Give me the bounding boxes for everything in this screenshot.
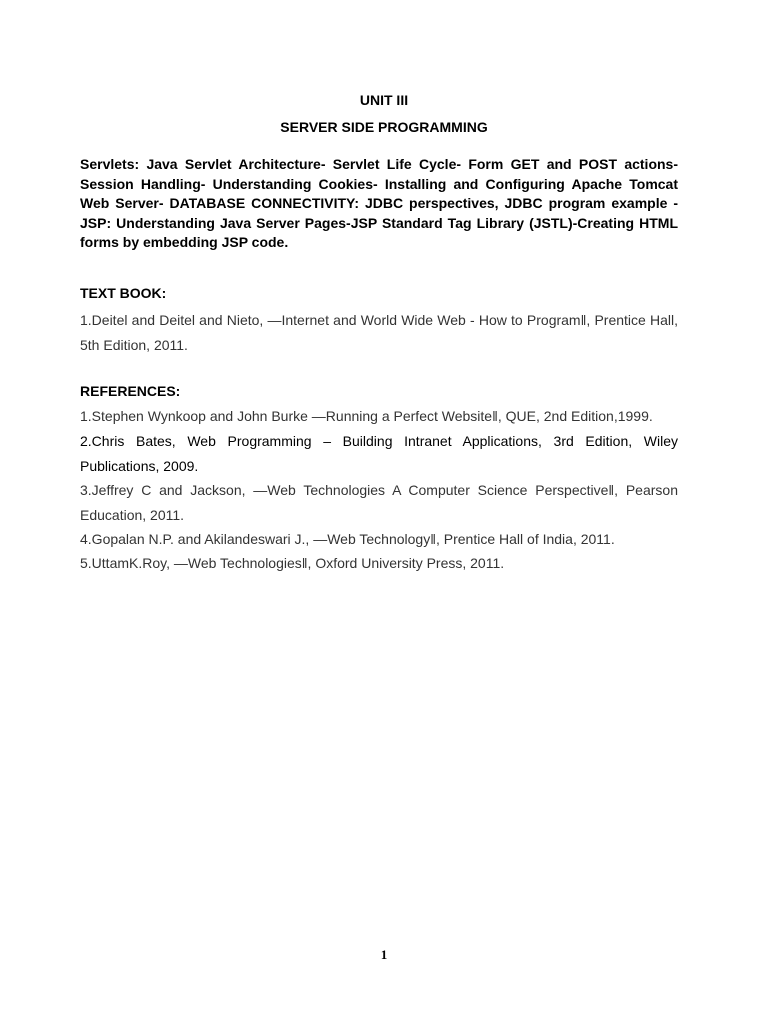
reference-item-2: 2.Chris Bates, Web Programming – Building Intranet Applications, 3rd Edition, Wiley Publications, 2009. xyxy=(80,433,678,474)
reference-item-1: 1.Stephen Wynkoop and John Burke —Running a Perfect Website‖, QUE, 2nd Edition,1999. xyxy=(80,408,653,424)
syllabus-paragraph: Servlets: Java Servlet Architecture- Servlet Life Cycle- Form GET and POST actions- Session Handling- Understanding Cookies- Installing and Configuring Apache Tomcat Web Server- DATABASE CONNECTIVITY: JDBC perspectives, JDBC program example - JSP: Understanding Java Server Pages-JSP Standard Tag Library (JSTL)-Creating HTML forms by embedding JSP code. xyxy=(80,156,678,250)
unit-title: UNIT III xyxy=(359,92,409,108)
textbook-heading: TEXT BOOK: xyxy=(80,285,167,301)
reference-item-3: 3.Jeffrey C and Jackson, —Web Technologies A Computer Science Perspective‖, Pearson Education, 2011. xyxy=(80,482,678,523)
reference-item-4: 4.Gopalan N.P. and Akilandeswari J., —Web Technology‖, Prentice Hall of India, 2011. xyxy=(80,531,615,547)
unit-subtitle: SERVER SIDE PROGRAMMING xyxy=(280,119,488,135)
textbook-item: 1.Deitel and Deitel and Nieto, —Internet and World Wide Web - How to Program‖, Prentice Hall, 5th Edition, 2011. xyxy=(80,312,678,353)
reference-item-5: 5.UttamK.Roy, —Web Technologies‖, Oxford University Press, 2011. xyxy=(80,555,505,571)
page-number: 1 xyxy=(380,947,388,962)
references-heading: REFERENCES: xyxy=(80,383,181,399)
